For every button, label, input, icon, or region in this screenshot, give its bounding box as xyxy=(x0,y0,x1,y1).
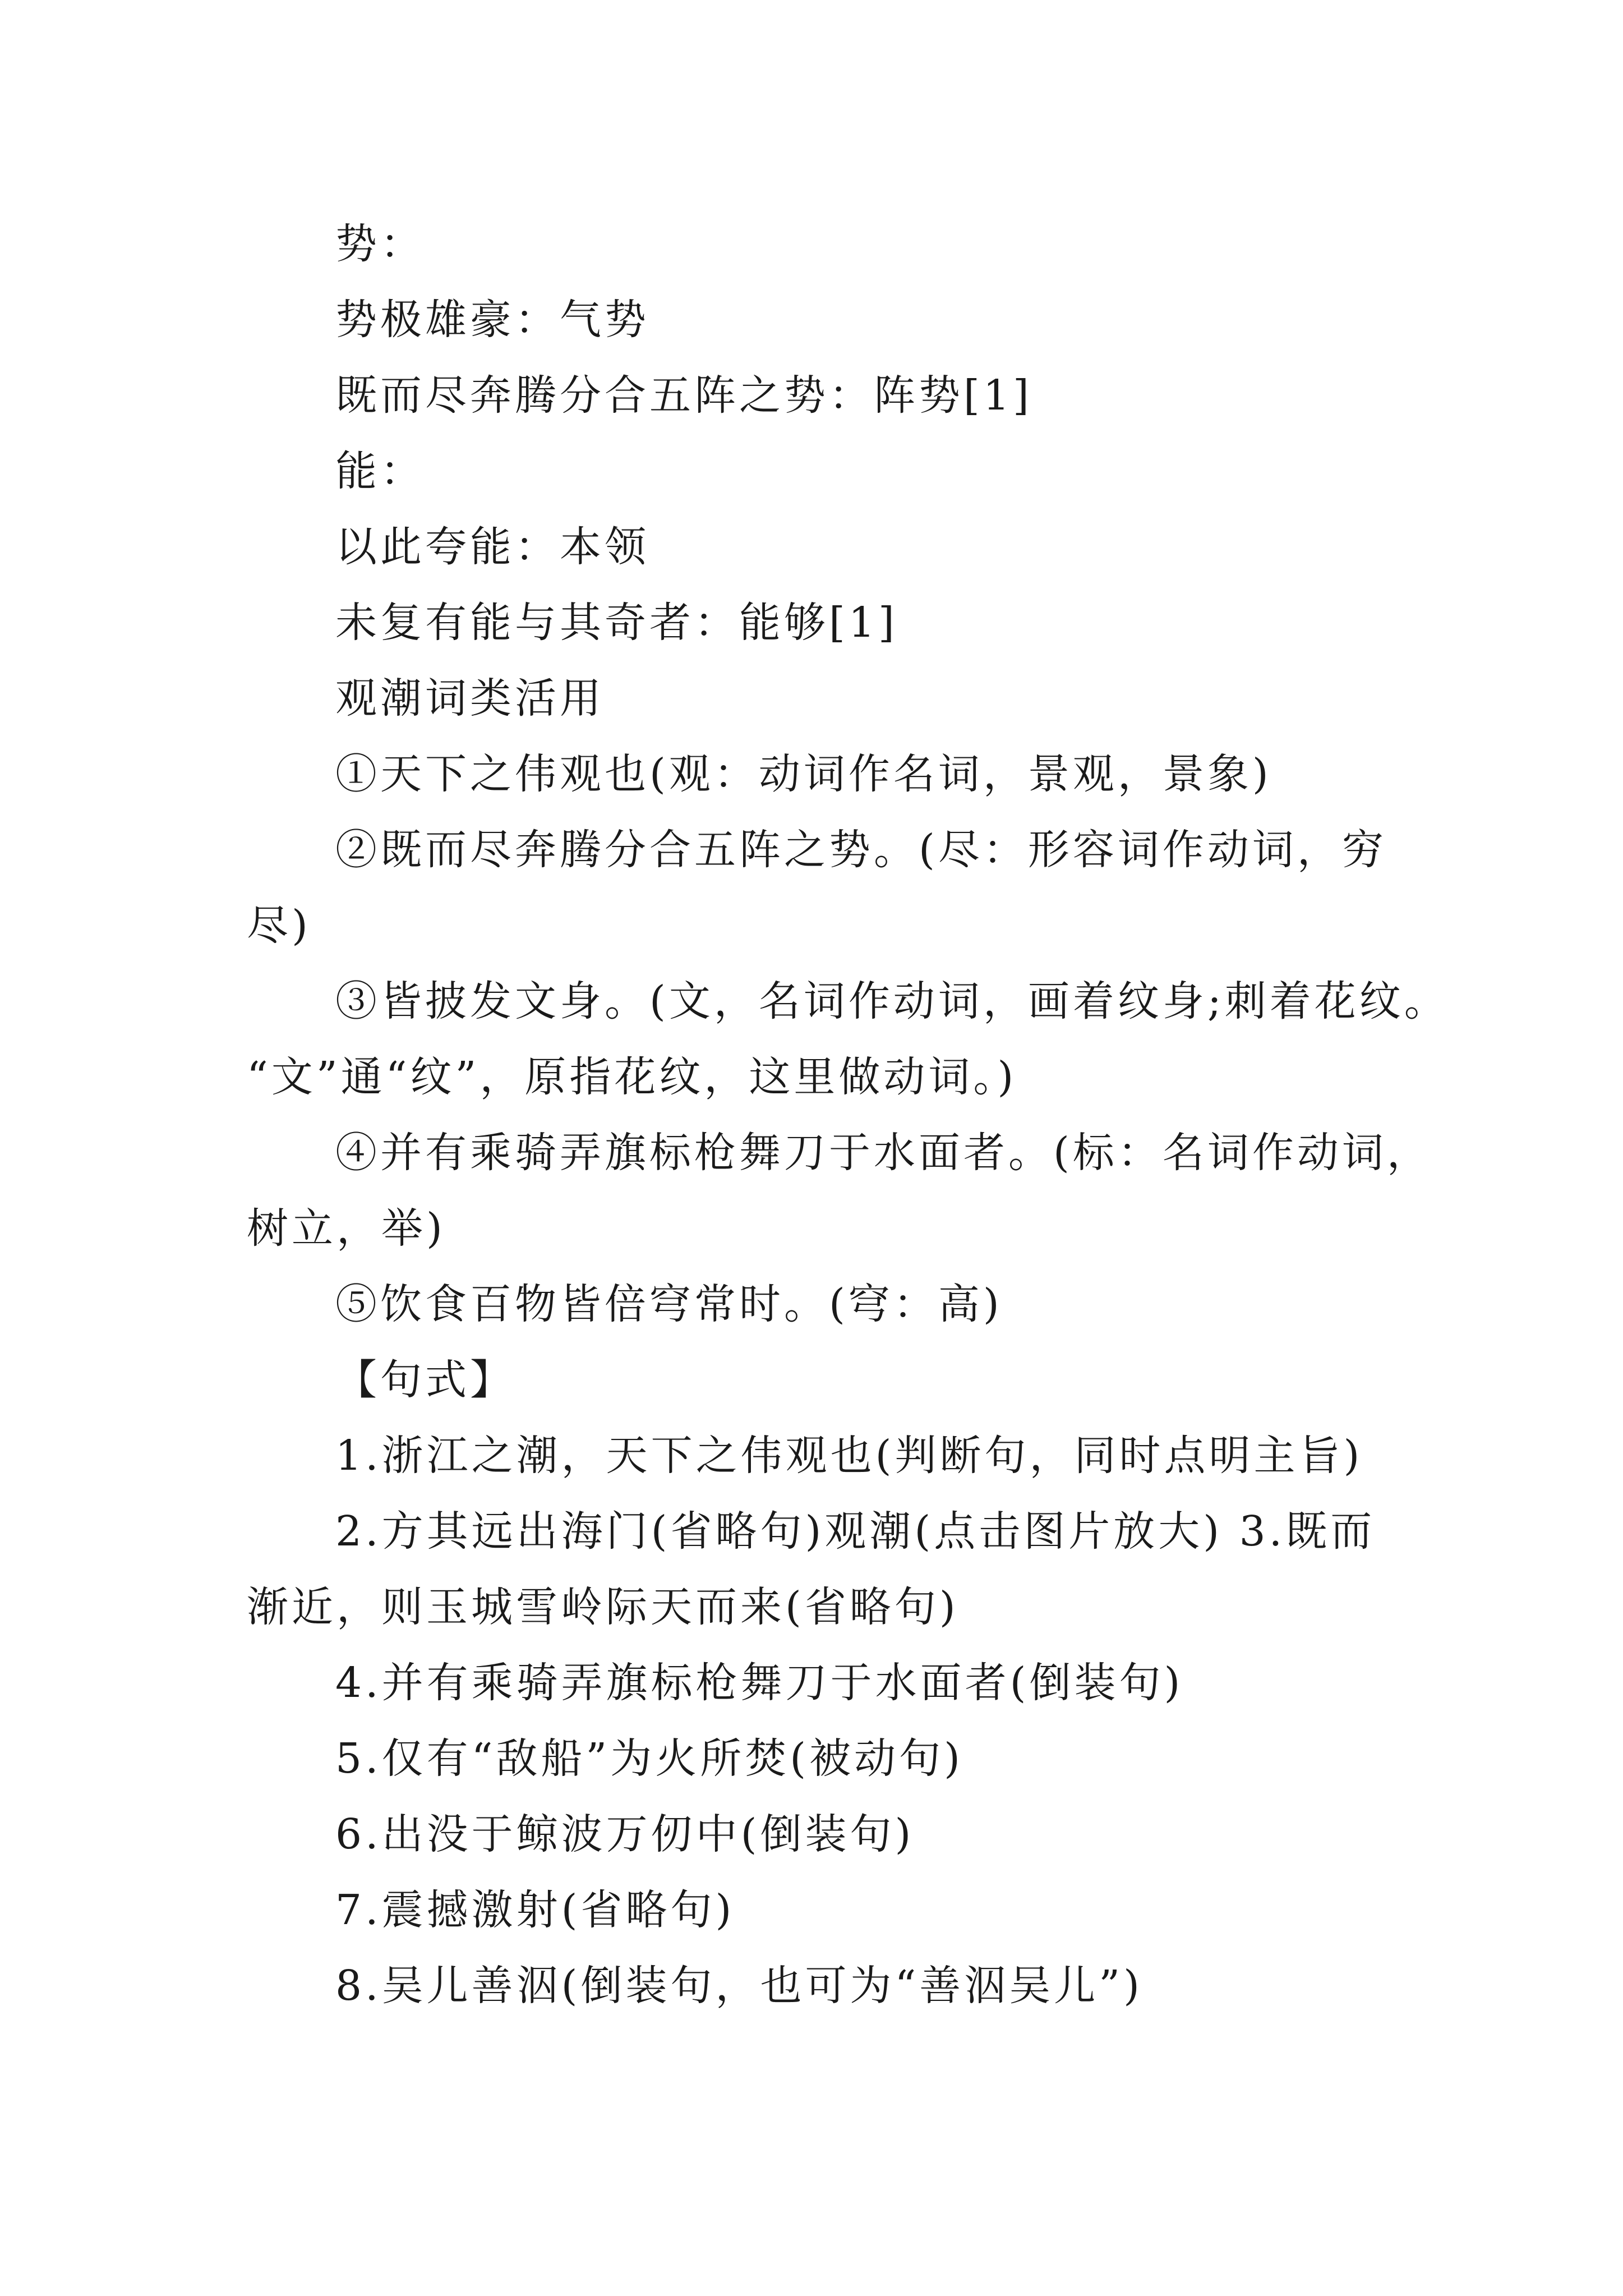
text-line: ④并有乘骑弄旗标枪舞刀于水面者。(标：名词作动词， xyxy=(335,1129,1432,1177)
text-line: 1.浙江之潮，天下之伟观也(判断句，同时点明主旨) xyxy=(335,1432,1363,1480)
text-line: 未复有能与其奇者：能够[1] xyxy=(335,599,898,647)
text-line: ③皆披发文身。(文，名词作动词，画着纹身;刺着花纹。 xyxy=(335,977,1449,1025)
text-line: “文”通“纹”，原指花纹，这里做动词。) xyxy=(247,1053,1017,1101)
text-line: 2.方其远出海门(省略句)观潮(点击图片放大) 3.既而 xyxy=(335,1507,1376,1556)
text-line: 以此夸能：本领 xyxy=(335,523,649,571)
text-line: 渐近，则玉城雪岭际天而来(省略句) xyxy=(247,1583,959,1631)
text-line: 4.并有乘骑弄旗标枪舞刀于水面者(倒装句) xyxy=(335,1659,1184,1707)
text-line: ⑤饮食百物皆倍穹常时。(穹：高) xyxy=(335,1280,1003,1328)
text-line: 势： xyxy=(335,220,425,268)
text-line: ②既而尽奔腾分合五阵之势。(尽：形容词作动词，穷 xyxy=(335,826,1387,874)
text-line: 5.仅有“敌船”为火所焚(被动句) xyxy=(335,1734,964,1783)
text-line: 8.吴儿善泅(倒装句，也可为“善泅吴儿”) xyxy=(335,1962,1144,2010)
text-line: 能： xyxy=(335,447,425,495)
section-heading: 【句式】 xyxy=(335,1356,515,1404)
text-line: 7.震撼激射(省略句) xyxy=(335,1886,735,1934)
section-heading: 观潮词类活用 xyxy=(335,674,605,723)
text-line: 尽) xyxy=(247,901,311,950)
text-line: 既而尽奔腾分合五阵之势：阵势[1] xyxy=(335,371,1032,420)
text-line: 树立，举) xyxy=(247,1204,446,1253)
text-line: 6.出没于鲸波万仞中(倒装句) xyxy=(335,1810,915,1858)
text-line: ①天下之伟观也(观：动词作名词，景观，景象) xyxy=(335,750,1272,798)
text-line: 势极雄豪：气势 xyxy=(335,296,649,344)
